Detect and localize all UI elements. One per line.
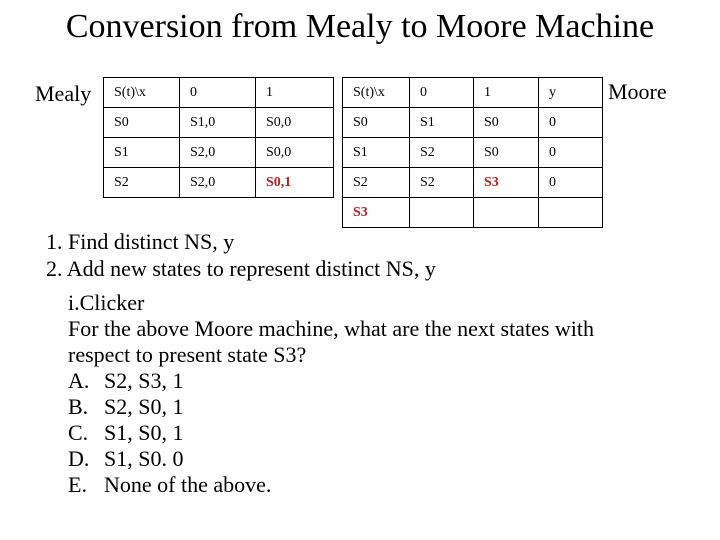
table-row [104,168,334,198]
header-cell: 1 [256,78,334,108]
table-header-row [104,78,334,108]
conversion-steps [46,228,436,282]
step-item: 1. Find distinct NS, y [46,229,235,254]
table-cell: S1,0 [180,108,256,138]
highlighted-cell: S3 [474,168,539,198]
step-item: 2. Add new states to represent distinct NS, y [46,256,436,281]
option-text: None of the above. [104,472,272,497]
table-cell: 0 [539,108,603,138]
option-letter: D. [68,446,90,471]
table-cell: 0 [539,168,603,198]
iclicker-question [68,290,708,498]
table-row [104,108,334,138]
table-row [343,198,603,228]
option-letter: A. [68,368,90,393]
table-cell [410,198,474,228]
table-cell: S2 [410,138,474,168]
table-header-row [343,78,603,108]
answer-option-d [68,446,708,472]
table-cell: S0 [474,138,539,168]
header-cell: 0 [180,78,256,108]
header-cell: S(t)\x [343,78,410,108]
answer-option-e [68,472,708,498]
option-text: S2, S0, 1 [104,394,184,419]
mealy-state-table [103,77,334,198]
table-cell: S0 [343,108,410,138]
option-text: S2, S3, 1 [104,368,184,393]
highlighted-cell: S0,1 [256,168,334,198]
answer-option-a [68,368,708,394]
table-cell: S0 [474,108,539,138]
table-cell: S0,0 [256,108,334,138]
table-row [343,168,603,198]
table-cell: S2,0 [180,138,256,168]
slide-title: Conversion from Mealy to Moore Machine [65,8,655,45]
question-text: For the above Moore machine, what are the next states with [68,316,595,341]
table-cell [539,198,603,228]
header-cell: 0 [410,78,474,108]
option-text: S1, S0, 1 [104,420,184,445]
answer-option-b [68,394,708,420]
table-cell: S1 [343,138,410,168]
table-cell: S1 [410,108,474,138]
table-row [343,108,603,138]
table-row [343,138,603,168]
moore-state-table [342,77,603,228]
option-letter: E. [68,472,87,497]
table-cell [474,198,539,228]
mealy-label: Mealy [35,81,92,106]
moore-label: Moore [608,79,667,104]
answer-option-c [68,420,708,446]
table-cell: S2 [410,168,474,198]
table-cell: S0,0 [256,138,334,168]
table-cell: S2 [104,168,180,198]
table-cell: S1 [104,138,180,168]
header-cell: S(t)\x [104,78,180,108]
header-cell: 1 [474,78,539,108]
table-row [104,138,334,168]
question-text: respect to present state S3? [68,342,307,367]
highlighted-cell: S3 [343,198,410,228]
option-letter: B. [68,394,89,419]
table-cell: 0 [539,138,603,168]
table-cell: S2,0 [180,168,256,198]
option-text: S1, S0. 0 [104,446,184,471]
table-cell: S0 [104,108,180,138]
option-letter: C. [68,420,89,445]
question-heading: i.Clicker [68,290,145,315]
header-cell: y [539,78,603,108]
table-cell: S2 [343,168,410,198]
